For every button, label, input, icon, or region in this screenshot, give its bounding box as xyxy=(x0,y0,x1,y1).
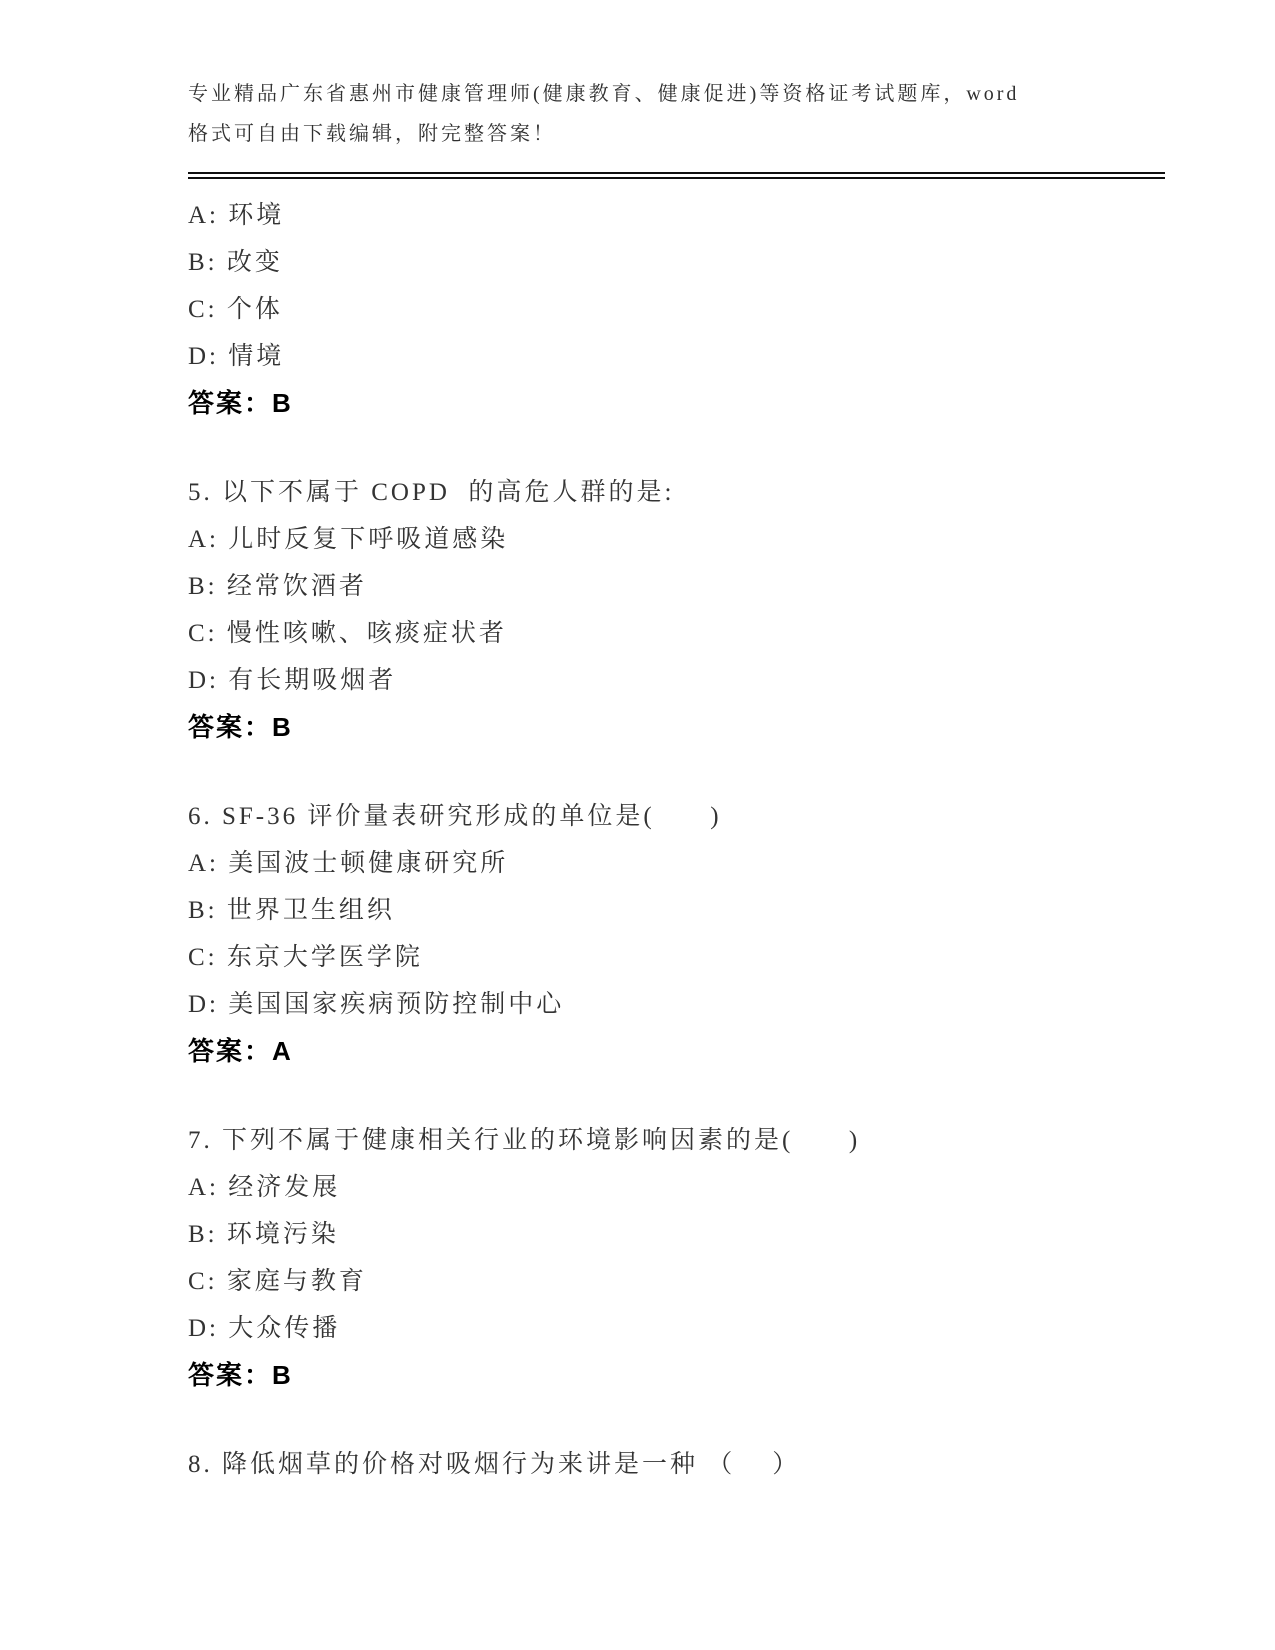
option-line: D: 情境 xyxy=(188,343,285,370)
question-block-5 xyxy=(188,469,1170,751)
option-line: C: 个体 xyxy=(188,296,283,323)
option-line: D: 有长期吸烟者 xyxy=(188,667,397,694)
answer-line: 答案：B xyxy=(188,1360,293,1390)
option-line: B: 经常饮酒者 xyxy=(188,573,367,600)
option-line: A: 儿时反复下呼吸道感染 xyxy=(188,526,509,553)
header-divider-rule xyxy=(188,172,1165,179)
questions-content xyxy=(188,192,1170,1488)
option-line: B: 改变 xyxy=(188,249,283,276)
question-line: 6. SF-36 评价量表研究形成的单位是( ) xyxy=(188,803,722,830)
option-line: B: 环境污染 xyxy=(188,1221,339,1248)
question-block-8 xyxy=(188,1441,1170,1488)
option-line: C: 家庭与教育 xyxy=(188,1268,367,1295)
answer-line: 答案：A xyxy=(188,1036,293,1066)
answer-line: 答案：B xyxy=(188,388,293,418)
question-line: 7. 下列不属于健康相关行业的环境影响因素的是( ) xyxy=(188,1127,861,1154)
question-line: 8. 降低烟草的价格对吸烟行为来讲是一种 （ ） xyxy=(188,1451,801,1478)
question-block-4-partial xyxy=(188,192,1170,427)
question-block-7 xyxy=(188,1117,1170,1399)
option-line: D: 美国国家疾病预防控制中心 xyxy=(188,991,565,1018)
header-line-2: 格式可自由下载编辑，附完整答案！ xyxy=(188,123,556,145)
header-line-1: 专业精品广东省惠州市健康管理师(健康教育、健康促进)等资格证考试题库，word xyxy=(188,83,1020,105)
option-line: A: 经济发展 xyxy=(188,1174,341,1201)
answer-line: 答案：B xyxy=(188,712,293,742)
option-line: C: 慢性咳嗽、咳痰症状者 xyxy=(188,620,507,647)
option-line: D: 大众传播 xyxy=(188,1315,341,1342)
page-header xyxy=(188,74,1170,154)
question-block-6 xyxy=(188,793,1170,1075)
option-line: A: 美国波士顿健康研究所 xyxy=(188,850,509,877)
option-line: A: 环境 xyxy=(188,202,285,229)
option-line: B: 世界卫生组织 xyxy=(188,897,395,924)
option-line: C: 东京大学医学院 xyxy=(188,944,423,971)
question-line: 5. 以下不属于 COPD 的高危人群的是: xyxy=(188,479,675,506)
